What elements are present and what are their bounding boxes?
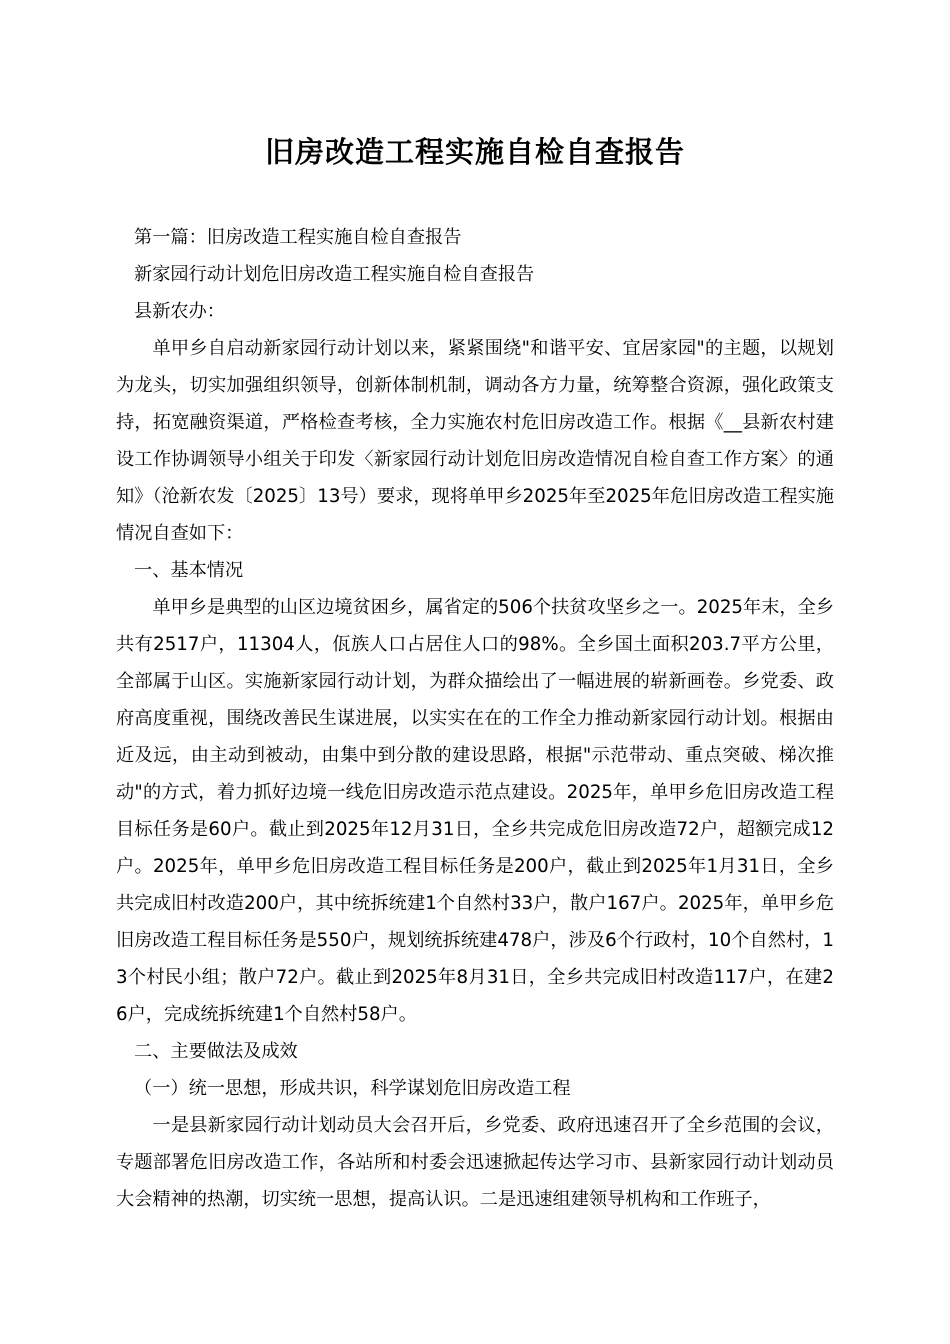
section-heading-measures: 二、主要做法及成效 [134,1041,298,1062]
measures-paragraph: 一是县新家园行动计划动员大会召开后，乡党委、政府迅速召开了全乡范围的会议，专题部署危旧房改造工作，各站所和村委会迅速掀起传达学习市、县新家园行动计划动员大会精神的热潮，切实统一思想，提高认识。二是迅速组建领导机构和工作班子， [116,1115,834,1210]
section-heading-basic-info: 一、基本情况 [134,560,244,581]
intro-paragraph: 单甲乡自启动新家园行动计划以来，紧紧围绕"和谐平安、宜居家园"的主题，以规划为龙头，切实加强组织领导，创新体制机制，调动各方力量，统筹整合资源，强化政策支持，拓宽融资渠道，严格检查考核，全力实施农村危旧房改造工作。根据《__县新农村建设工作协调领导小组关于印发〈新家园行动计划危旧房改造情况自检自查工作方案〉的通知》（沧新农发〔2025〕13号）要求，现将单甲乡2025年至2025年危旧房改造工程实施情况自查如下： [116,338,834,544]
addressee: 县新农办： [134,301,225,322]
section-heading-part-one: 第一篇：旧房改造工程实施自检自查报告 [134,227,462,248]
subsection-heading-1: （一）统一思想，形成共识，科学谋划危旧房改造工程 [134,1078,571,1099]
document-title: 旧房改造工程实施自检自查报告 [264,135,685,169]
document-body [116,219,834,1218]
report-subtitle: 新家园行动计划危旧房改造工程实施自检自查报告 [134,264,535,285]
basic-info-paragraph: 单甲乡是典型的山区边境贫困乡，属省定的506个扶贫攻坚乡之一。2025年末，全乡共有2517户，11304人，佤族人口占居住人口的98%。全乡国土面积203.7平方公里，全部属于山区。实施新家园行动计划，为群众描绘出了一幅进展的崭新画卷。乡党委、政府高度重视，围绕改善民生谋进展，以实实在在的工作全力推动新家园行动计划。根据由近及远，由主动到被动，由集中到分散的建设思路，根据"示范带动、重点突破、梯次推动"的方式，着力抓好边境一线危旧房改造示范点建设。2025年，单甲乡危旧房改造工程目标任务是60户。截止到2025年12月31日，全乡共完成危旧房改造72户，超额完成12户。2025年，单甲乡危旧房改造工程目标任务是200户，截止到2025年1月31日，全乡共完成旧村改造200户，其中统拆统建1个自然村33户，散户167户。2025年，单甲乡危旧房改造工程目标任务是550户，规划统拆统建478户，涉及6个行政村，10个自然村，13个村民小组；散户72户。截止到2025年8月31日，全乡共完成旧村改造117户，在建26户，完成统拆统建1个自然村58户。 [116,597,834,1025]
